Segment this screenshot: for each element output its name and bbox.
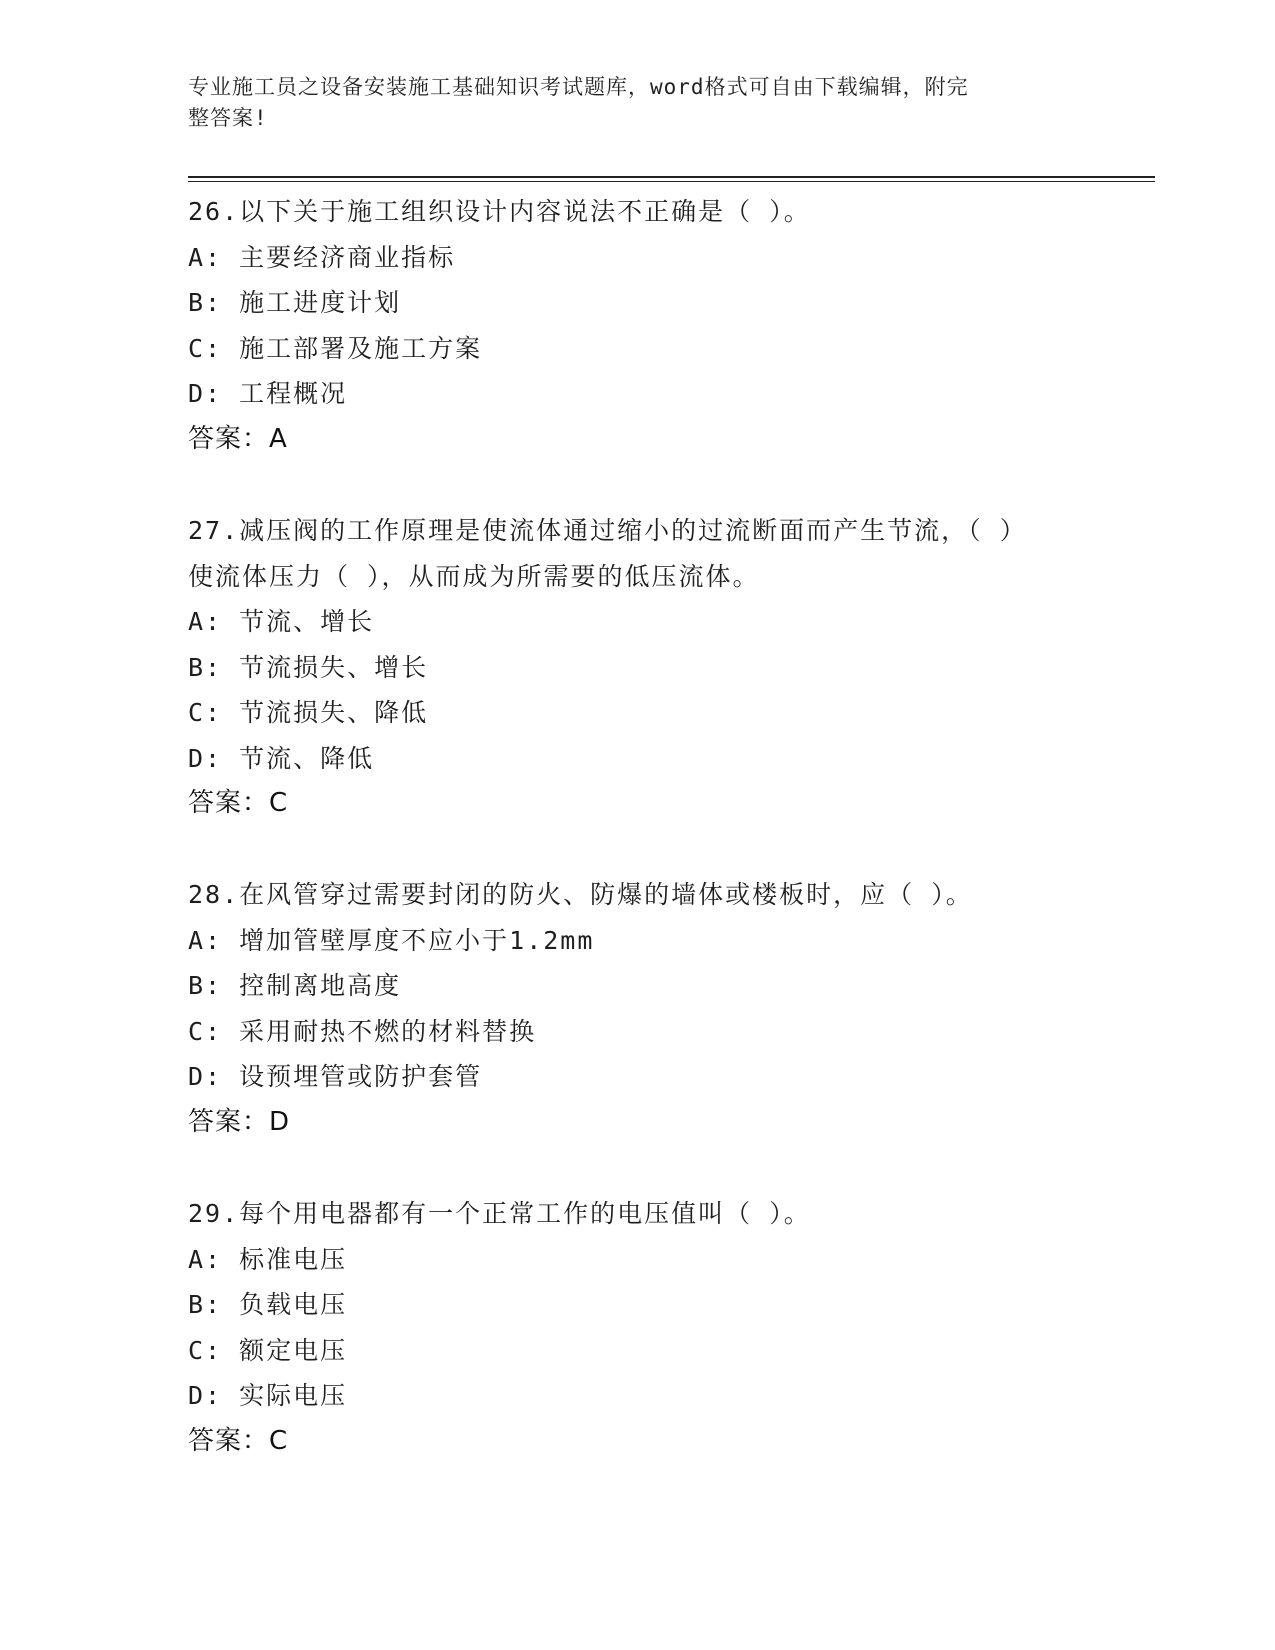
answer-line [188,417,1088,463]
question-stem: 28.在风管穿过需要封闭的防火、防爆的墙体或楼板时，应（ ）。 [188,880,973,909]
answer-label: 答案： [188,423,270,454]
option-c: C: 额定电压 [188,1335,348,1365]
question-27 [188,508,1088,827]
answer-label: 答案： [188,1425,270,1456]
answer-line [188,781,1088,827]
question-stem: 27.减压阀的工作原理是使流体通过缩小的过流断面而产生节流，（ ）使流体压力（ ），从而成为所需要的低压流体。 [188,516,1027,591]
question-stem: 29.每个用电器都有一个正常工作的电压值叫（ ）。 [188,1199,811,1228]
option-b: B: 负载电压 [188,1290,348,1319]
question-28 [188,872,1088,1145]
option-c: C: 采用耐热不燃的材料替换 [188,1016,537,1046]
option-d: D: 节流、降低 [188,743,375,773]
header-line-1: 专业施工员之设备安装施工基础知识考试题库，word格式可自由下载编辑，附完 [188,75,969,99]
option-b: B: 节流损失、增长 [188,652,429,682]
option-b: B: 控制离地高度 [188,971,402,1000]
option-a: A: 增加管壁厚度不应小于1.2mm [188,925,595,955]
option-d: D: 实际电压 [188,1381,348,1410]
question-26 [188,189,1088,462]
option-a: A: 标准电压 [188,1244,348,1274]
answer-line [188,1100,1088,1146]
option-d: D: 工程概况 [188,379,348,408]
answer-value: C [269,788,289,818]
option-c: C: 施工部署及施工方案 [188,333,483,363]
option-c: C: 节流损失、降低 [188,698,429,727]
option-a: A: 节流、增长 [188,607,375,636]
question-29 [188,1191,1088,1464]
header-rule-thin [188,181,1155,182]
document-header [188,72,1068,134]
option-a: A: 主要经济商业指标 [188,242,456,272]
answer-value: D [269,1106,291,1137]
answer-label: 答案： [188,1106,270,1137]
answer-value: C [269,1425,289,1456]
answer-value: A [269,423,288,454]
header-rule-thick [188,176,1155,178]
option-b: B: 施工进度计划 [188,288,402,317]
question-stem: 26.以下关于施工组织设计内容说法不正确是（ ）。 [188,197,811,226]
option-d: D: 设预埋管或防护套管 [188,1062,483,1091]
answer-label: 答案： [188,788,270,818]
answer-line [188,1419,1088,1465]
header-line-2: 整答案! [188,106,268,130]
